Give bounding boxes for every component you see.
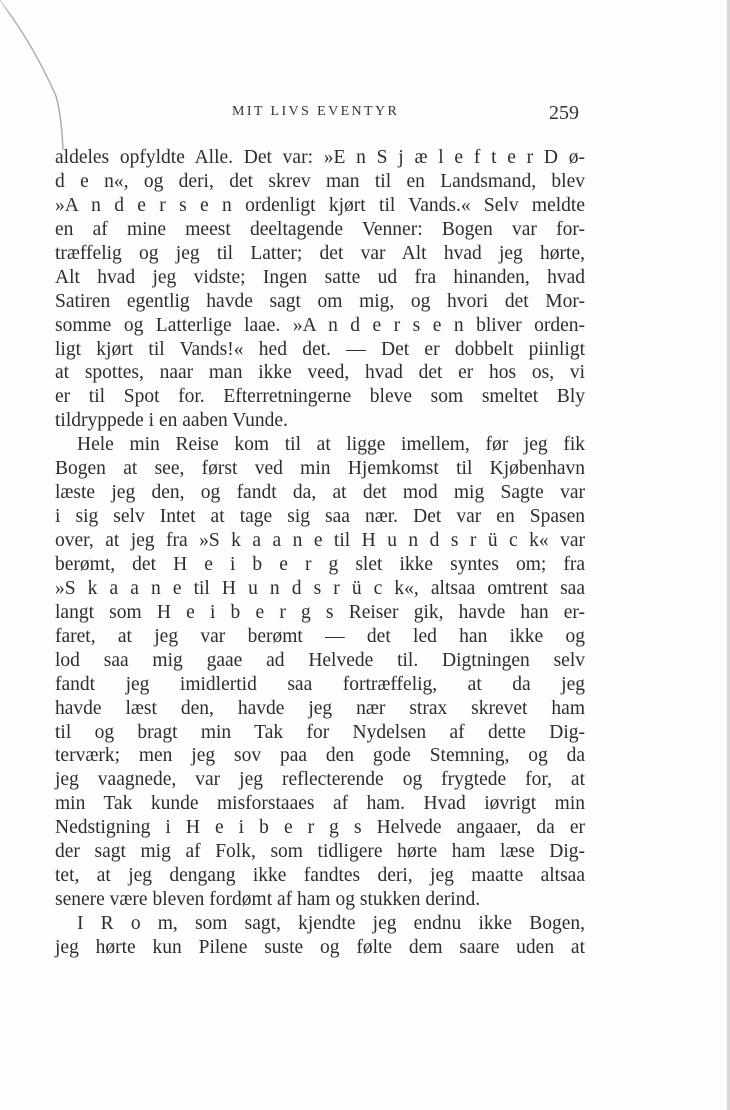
text-line: lod saa mig gaae ad Helvede til. Digtningen selv [55,649,585,671]
text-line: over, at jeg fra »S k a a n e til H u n d s r ü c k« var [55,530,585,551]
page-header [0,104,730,128]
text-line: jeg vaagnede, var jeg reflecterende og frygtede for, at [55,769,585,791]
text-line: fandt jeg imidlertid saa fortræffelig, at da jeg [55,673,585,695]
text-line: I R o m, som sagt, kjendte jeg endnu ikke Bogen, [77,913,585,934]
text-line: terværk; men jeg sov paa den gode Stemning, og da [55,745,585,767]
text-line: til og bragt min Tak for Nydelsen af dette Dig- [55,721,585,743]
text-line: en af mine meest deeltagende Venner: Bogen var for- [55,218,585,240]
text-line: Nedstigning i H e i b e r g s Helvede angaaer, da er [55,817,585,839]
text-line: berømt, det H e i b e r g slet ikke syntes om; fra [55,553,585,575]
text-line: »S k a a n e til H u n d s r ü c k«, altsaa omtrent saa [55,577,585,599]
running-head: MIT LIVS EVENTYR [232,104,400,119]
text-line: Alt hvad jeg vidste; Ingen satte ud fra hinanden, hvad [55,266,585,288]
body-text [55,146,585,960]
text-line: træffelig og jeg til Latter; det var Alt hvad jeg hørte, [55,242,585,264]
page-number: 259 [549,102,579,124]
text-line: læste jeg den, og fandt da, at det mod mig Sagte var [55,482,585,504]
text-line: faret, at jeg var berømt — det led han ikke og [55,625,585,647]
text-line: tildryppede i en aaben Vunde. [55,410,288,432]
text-line: i sig selv Intet at tage sig saa nær. Det var en Spasen [55,506,585,528]
text-line: at spottes, naar man ikke veed, hvad det er hos os, vi [55,362,585,384]
text-line: somme og Latterlige laae. »A n d e r s e n bliver orden- [55,314,585,336]
text-line: Hele min Reise kom til at ligge imellem, før jeg fik [77,434,585,456]
text-line: Satiren egentlig havde sagt om mig, og hvori det Mor- [55,290,585,312]
text-line: »A n d e r s e n ordenligt kjørt til Vands.« Selv meldte [55,194,585,216]
text-line: d e n«, og deri, det skrev man til en Landsmand, blev [55,170,585,192]
text-line: jeg hørte kun Pilene suste og følte dem saare uden at [55,936,585,958]
text-line: senere være bleven fordømt af ham og stukken derind. [55,889,481,911]
text-line: Bogen at see, først ved min Hjemkomst til Kjøbenhavn [55,458,585,480]
text-line: havde læst den, havde jeg nær strax skrevet ham [55,697,585,719]
text-line: tet, at jeg dengang ikke fandtes deri, jeg maatte altsaa [55,865,585,887]
text-line: min Tak kunde misforstaaes af ham. Hvad iøvrigt min [55,793,585,815]
text-line: ligt kjørt til Vands!« hed det. — Det er dobbelt piinligt [55,338,585,360]
text-line: der sagt mig af Folk, som tidligere hørte ham læse Dig- [55,841,585,863]
text-line: aldeles opfyldte Alle. Det var: »E n S j æ l e f t e r D ø- [55,147,585,168]
text-line: langt som H e i b e r g s Reiser gik, havde han er- [55,601,585,623]
text-line: er til Spot for. Efterretningerne bleve som smeltet Bly [55,386,585,408]
